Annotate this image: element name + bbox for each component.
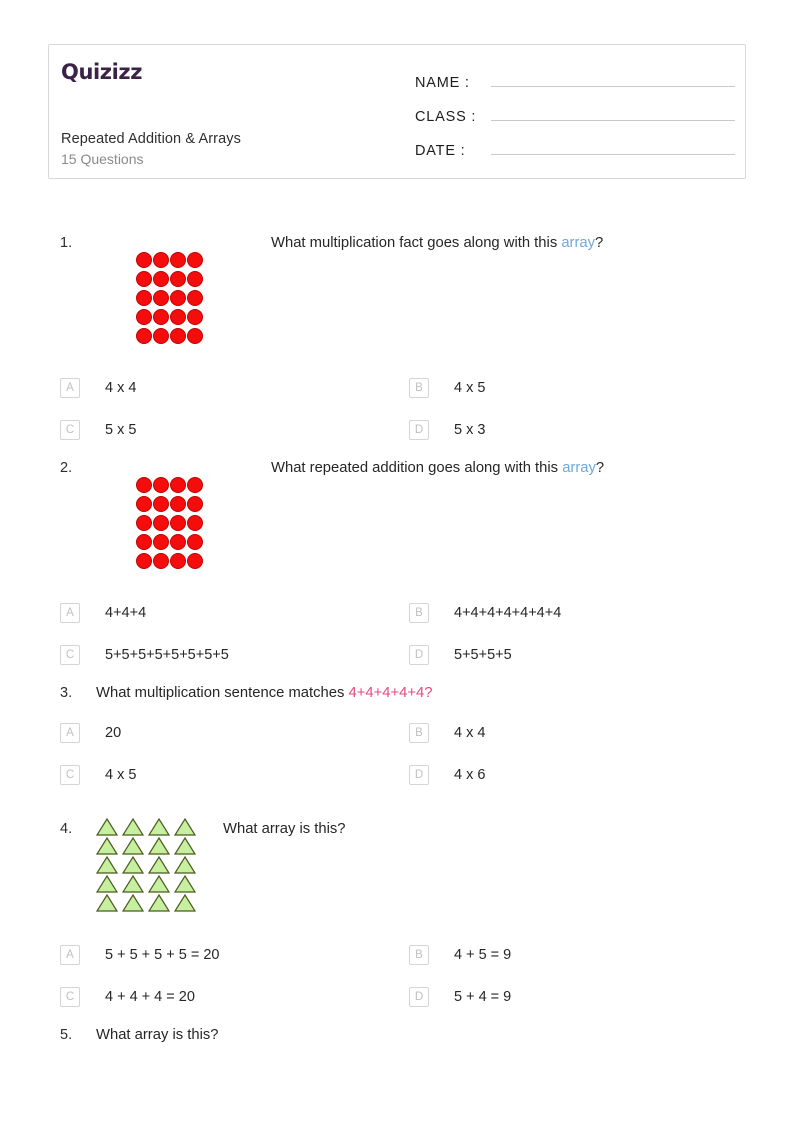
array-row (96, 856, 200, 875)
array-triangle-icon (122, 856, 144, 874)
question-spacer (48, 796, 746, 818)
question-number: 5. (60, 1027, 73, 1043)
brand-area (61, 60, 361, 90)
array-dot-icon (136, 328, 152, 344)
array-triangle-icon (148, 856, 170, 874)
answer-option-b[interactable] (397, 367, 746, 409)
worksheet-header (48, 44, 746, 179)
question-number: 3. (60, 685, 73, 701)
array-dot-icon (153, 477, 169, 493)
array-row (136, 496, 204, 515)
question-header (48, 457, 746, 592)
array-triangle-icon (122, 894, 144, 912)
answer-label: 4 + 4 + 4 = 20 (105, 989, 195, 1005)
answer-label: 5+5+5+5 (454, 647, 512, 663)
question-count: 15 Questions (61, 151, 144, 167)
array-dot-icon (153, 328, 169, 344)
question-block (48, 457, 746, 682)
questions-list (48, 232, 746, 1054)
answer-label: 5+5+5+5+5+5+5+5 (105, 647, 229, 663)
array-triangle-icon (96, 856, 118, 874)
question-text (271, 457, 741, 479)
question-highlight-term: 4+4+4+4+4? (348, 685, 433, 701)
array-dot-icon (136, 515, 152, 531)
array-row (136, 477, 204, 496)
answer-row (48, 592, 746, 634)
name-label: NAME : (415, 75, 470, 91)
circle-array-graphic (136, 477, 204, 572)
question-block (48, 682, 746, 818)
answer-options (48, 712, 746, 796)
array-triangle-icon (174, 837, 196, 855)
array-dot-icon (170, 477, 186, 493)
date-label: DATE : (415, 143, 466, 159)
question-header (48, 232, 746, 367)
question-header (48, 818, 746, 934)
answer-letter-box[interactable]: B (409, 378, 429, 398)
student-info-fields (415, 67, 735, 169)
array-triangle-icon (96, 875, 118, 893)
array-dot-icon (187, 309, 203, 325)
answer-option-c[interactable] (48, 754, 397, 796)
array-row (96, 818, 200, 837)
answer-letter-box[interactable]: B (409, 603, 429, 623)
answer-option-b[interactable] (397, 712, 746, 754)
array-dot-icon (170, 252, 186, 268)
answer-letter-box[interactable]: C (60, 765, 80, 785)
array-row (136, 271, 204, 290)
question-text (96, 682, 741, 704)
array-dot-icon (170, 534, 186, 550)
array-dot-icon (170, 496, 186, 512)
answer-row (48, 634, 746, 676)
answer-options (48, 934, 746, 1018)
array-dot-icon (187, 328, 203, 344)
answer-label: 4 x 4 (105, 380, 137, 396)
answer-option-a[interactable] (48, 934, 397, 976)
answer-label: 5 x 3 (454, 422, 486, 438)
answer-letter-box[interactable]: C (60, 987, 80, 1007)
answer-option-d[interactable] (397, 409, 746, 451)
answer-letter-box[interactable]: C (60, 420, 80, 440)
answer-letter-box[interactable]: A (60, 378, 80, 398)
question-text-main: What array is this? (223, 821, 346, 837)
answer-row (48, 712, 746, 754)
array-row (96, 837, 200, 856)
answer-options (48, 592, 746, 676)
name-input[interactable] (491, 67, 735, 87)
answer-letter-box[interactable]: A (60, 723, 80, 743)
array-dot-icon (153, 496, 169, 512)
array-triangle-icon (174, 818, 196, 836)
array-dot-icon (136, 477, 152, 493)
answer-label: 20 (105, 725, 122, 741)
array-dot-icon (187, 477, 203, 493)
answer-letter-box[interactable]: B (409, 945, 429, 965)
question-number: 1. (60, 235, 73, 251)
class-label: CLASS : (415, 109, 477, 125)
array-row (136, 309, 204, 328)
answer-row (48, 409, 746, 451)
question-link-term[interactable]: array (561, 235, 596, 251)
array-triangle-icon (122, 875, 144, 893)
array-dot-icon (187, 496, 203, 512)
answer-label: 5 x 5 (105, 422, 137, 438)
class-field-row (415, 101, 735, 135)
array-row (136, 515, 204, 534)
answer-letter-box[interactable]: C (60, 645, 80, 665)
question-block (48, 1024, 746, 1054)
answer-letter-box[interactable]: A (60, 603, 80, 623)
array-row (96, 875, 200, 894)
array-dot-icon (187, 515, 203, 531)
array-triangle-icon (122, 818, 144, 836)
answer-letter-box[interactable]: D (409, 765, 429, 785)
question-text (223, 818, 693, 840)
array-triangle-icon (174, 875, 196, 893)
array-dot-icon (136, 252, 152, 268)
question-block (48, 818, 746, 1024)
date-input[interactable] (491, 135, 735, 155)
array-triangle-icon (148, 875, 170, 893)
array-dot-icon (136, 534, 152, 550)
question-header (48, 682, 746, 712)
answer-option-d[interactable] (397, 634, 746, 676)
array-triangle-icon (174, 856, 196, 874)
answer-label: 4 x 6 (454, 767, 486, 783)
answer-option-c[interactable] (48, 409, 397, 451)
answer-label: 4+4+4+4+4+4+4 (454, 605, 562, 621)
question-block (48, 232, 746, 457)
array-dot-icon (153, 252, 169, 268)
array-row (96, 894, 200, 913)
answer-label: 5 + 5 + 5 + 5 = 20 (105, 947, 220, 963)
array-row (136, 252, 204, 271)
circle-array-graphic (136, 252, 204, 347)
array-dot-icon (153, 515, 169, 531)
answer-row (48, 367, 746, 409)
question-text-tail: ? (595, 235, 604, 251)
array-dot-icon (170, 290, 186, 306)
answer-option-a[interactable] (48, 592, 397, 634)
page-title: Repeated Addition & Arrays (61, 131, 241, 147)
question-text-main: What repeated addition goes along with this (271, 460, 563, 476)
array-dot-icon (136, 271, 152, 287)
array-dot-icon (153, 534, 169, 550)
answer-option-a[interactable] (48, 367, 397, 409)
answer-label: 4 x 4 (454, 725, 486, 741)
array-dot-icon (136, 553, 152, 569)
array-dot-icon (187, 271, 203, 287)
question-number: 2. (60, 460, 73, 476)
answer-option-d[interactable] (397, 754, 746, 796)
answer-label: 4+4+4 (105, 605, 147, 621)
array-dot-icon (153, 553, 169, 569)
answer-option-d[interactable] (397, 976, 746, 1018)
array-triangle-icon (96, 894, 118, 912)
answer-letter-box[interactable]: D (409, 645, 429, 665)
array-triangle-icon (148, 837, 170, 855)
question-text-tail: ? (595, 460, 605, 476)
answer-row (48, 976, 746, 1018)
answer-row (48, 934, 746, 976)
question-link-term[interactable]: array (562, 460, 596, 476)
array-triangle-icon (174, 894, 196, 912)
array-dot-icon (187, 252, 203, 268)
answer-options (48, 367, 746, 451)
array-dot-icon (170, 328, 186, 344)
question-number: 4. (60, 821, 73, 837)
array-triangle-icon (96, 837, 118, 855)
array-row (136, 553, 204, 572)
answer-label: 4 x 5 (105, 767, 137, 783)
answer-label: 5 + 4 = 9 (454, 989, 512, 1005)
array-triangle-icon (122, 837, 144, 855)
array-dot-icon (136, 290, 152, 306)
answer-option-b[interactable] (397, 934, 746, 976)
question-text-main: What array is this? (96, 1027, 219, 1043)
array-dot-icon (170, 553, 186, 569)
array-dot-icon (187, 534, 203, 550)
question-text (96, 1024, 741, 1046)
class-input[interactable] (491, 101, 735, 121)
array-row (136, 534, 204, 553)
answer-option-a[interactable] (48, 712, 397, 754)
array-row (136, 328, 204, 347)
answer-option-b[interactable] (397, 592, 746, 634)
answer-letter-box[interactable]: A (60, 945, 80, 965)
date-field-row (415, 135, 735, 169)
array-dot-icon (187, 290, 203, 306)
question-text-main: What multiplication sentence matches (96, 685, 349, 701)
quizizz-logo: Quizizz (61, 60, 143, 84)
triangle-array-graphic (96, 818, 200, 913)
answer-label: 4 + 5 = 9 (454, 947, 512, 963)
array-dot-icon (136, 496, 152, 512)
array-triangle-icon (148, 894, 170, 912)
array-dot-icon (170, 515, 186, 531)
array-dot-icon (170, 271, 186, 287)
array-dot-icon (136, 309, 152, 325)
answer-letter-box[interactable]: D (409, 987, 429, 1007)
answer-letter-box[interactable]: B (409, 723, 429, 743)
answer-label: 4 x 5 (454, 380, 486, 396)
array-dot-icon (170, 309, 186, 325)
question-text-main: What multiplication fact goes along with this (271, 235, 562, 251)
question-header (48, 1024, 746, 1054)
array-row (136, 290, 204, 309)
question-text (271, 232, 741, 254)
answer-letter-box[interactable]: D (409, 420, 429, 440)
array-triangle-icon (96, 818, 118, 836)
answer-option-c[interactable] (48, 634, 397, 676)
array-dot-icon (187, 553, 203, 569)
array-triangle-icon (148, 818, 170, 836)
answer-row (48, 754, 746, 796)
array-dot-icon (153, 309, 169, 325)
name-field-row (415, 67, 735, 101)
array-dot-icon (153, 290, 169, 306)
answer-option-c[interactable] (48, 976, 397, 1018)
array-dot-icon (153, 271, 169, 287)
